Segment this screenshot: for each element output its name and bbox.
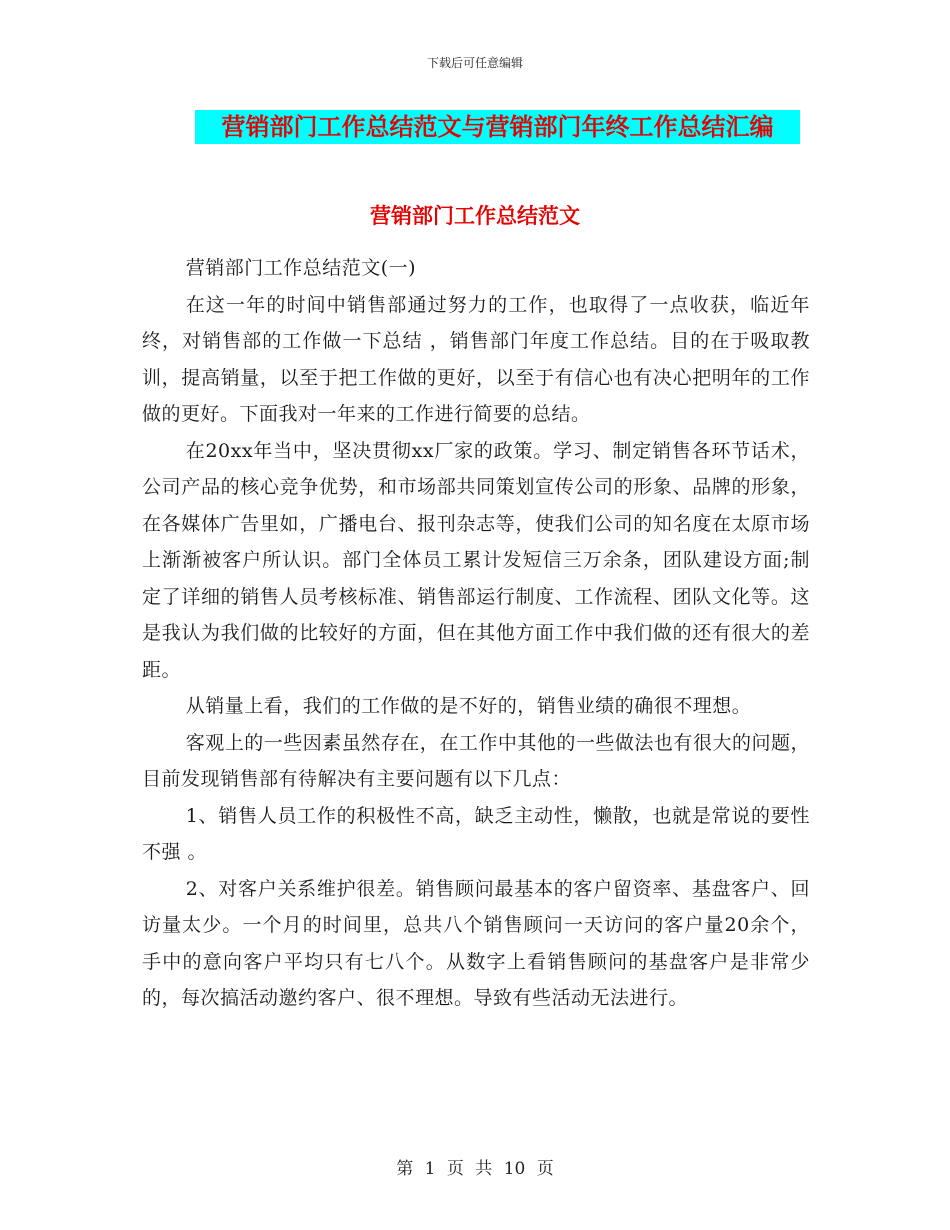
paragraph: 2、对客户关系维护很差。销售顾问最基本的客户留资率、基盘客户、回访量太少。一个月的时间里，总共八个销售顾问一天访问的客户量20余个，手中的意向客户平均只有七八个。从数字上看销售顾问的基盘客户是非常少的，每次搞活动邀约客户、很不理想。导致有些活动无法进行。 (142, 877, 810, 1009)
paragraph-heading: 营销部门工作总结范文(一) (185, 257, 417, 279)
paragraph: 从销量上看，我们的工作做的是不好的，销售业绩的确很不理想。 (185, 695, 752, 717)
paragraph: 在这一年的时间中销售部通过努力的工作，也取得了一点收获，临近年终，对销售部的工作做一下总结 ，销售部门年度工作总结。目的在于吸取教训，提高销量，以至于把工作做的更好，以至于有信心也有决心把明年的工作做的更好。下面我对一年来的工作进行简要的总结。 (142, 293, 810, 425)
header-note: 下载后可任意编辑 (426, 56, 523, 70)
paragraph: 1、销售人员工作的积极性不高，缺乏主动性，懒散，也就是常说的要性不强 。 (142, 804, 810, 863)
document-body (142, 250, 810, 1017)
page-number: 第 1 页 共 10 页 (396, 1159, 554, 1179)
main-title: 营销部门工作总结范文与营销部门年终工作总结汇编 (195, 110, 800, 144)
paragraph: 客观上的一些因素虽然存在，在工作中其他的一些做法也有很大的问题，目前发现销售部有待解决有主要问题有以下几点： (142, 731, 810, 790)
section-title: 营销部门工作总结范文 (370, 204, 580, 228)
paragraph: 在20xx年当中，坚决贯彻xx厂家的政策。学习、制定销售各环节话术，公司产品的核心竞争优势，和市场部共同策划宣传公司的形象、品牌的形象，在各媒体广告里如，广播电台、报刊杂志等，使我们公司的知名度在太原市场上渐渐被客户所认识。部门全体员工累计发短信三万余条，团队建设方面;制定了详细的销售人员考核标准、销售部运行制度、工作流程、团队文化等。这是我认为我们做的比较好的方面，但在其他方面工作中我们做的还有很大的差距。 (142, 439, 810, 681)
